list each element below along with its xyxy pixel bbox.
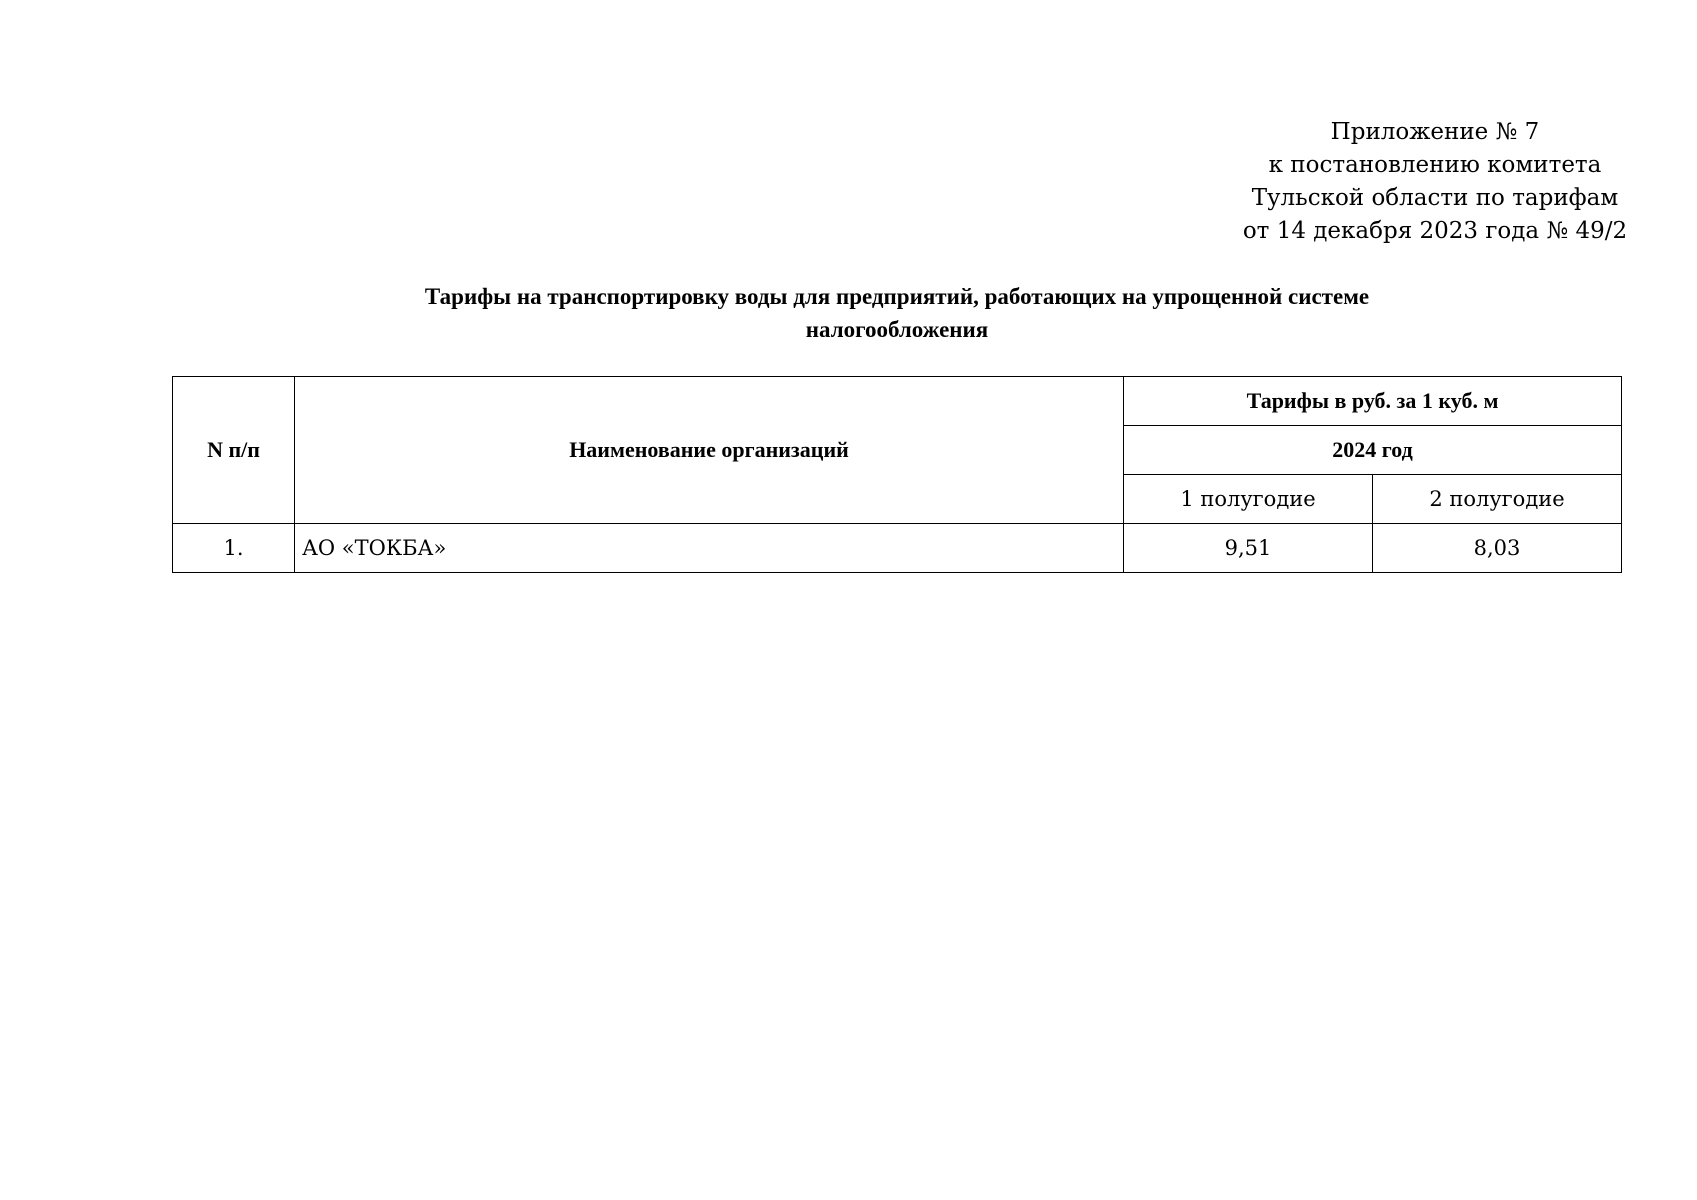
cell-half1: 9,51 bbox=[1124, 524, 1373, 573]
title-line: налогообложения bbox=[805, 317, 989, 342]
appendix-line: к постановлению комитета bbox=[1268, 152, 1602, 178]
header-half1: 1 полугодие bbox=[1124, 475, 1373, 524]
header-year: 2024 год bbox=[1124, 426, 1622, 475]
appendix-header bbox=[1150, 116, 1697, 248]
cell-half2: 8,03 bbox=[1373, 524, 1622, 573]
appendix-line: Тульской области по тарифам bbox=[1251, 185, 1619, 211]
header-number: N п/п bbox=[173, 377, 295, 524]
table-row bbox=[173, 524, 1622, 573]
cell-name: АО «ТОКБА» bbox=[295, 524, 1124, 573]
tariffs-table bbox=[172, 376, 1622, 573]
title-line: Тарифы на транспортировку воды для предприятий, работающих на упрощенной системе bbox=[424, 284, 1370, 309]
cell-number: 1. bbox=[173, 524, 295, 573]
header-row bbox=[173, 377, 1622, 426]
header-half2: 2 полугодие bbox=[1373, 475, 1622, 524]
appendix-line: Приложение № 7 bbox=[1330, 119, 1540, 145]
document-title bbox=[172, 280, 1622, 346]
header-tariffs: Тарифы в руб. за 1 куб. м bbox=[1124, 377, 1622, 426]
header-name: Наименование организаций bbox=[295, 377, 1124, 524]
appendix-line: от 14 декабря 2023 года № 49/2 bbox=[1242, 218, 1628, 244]
